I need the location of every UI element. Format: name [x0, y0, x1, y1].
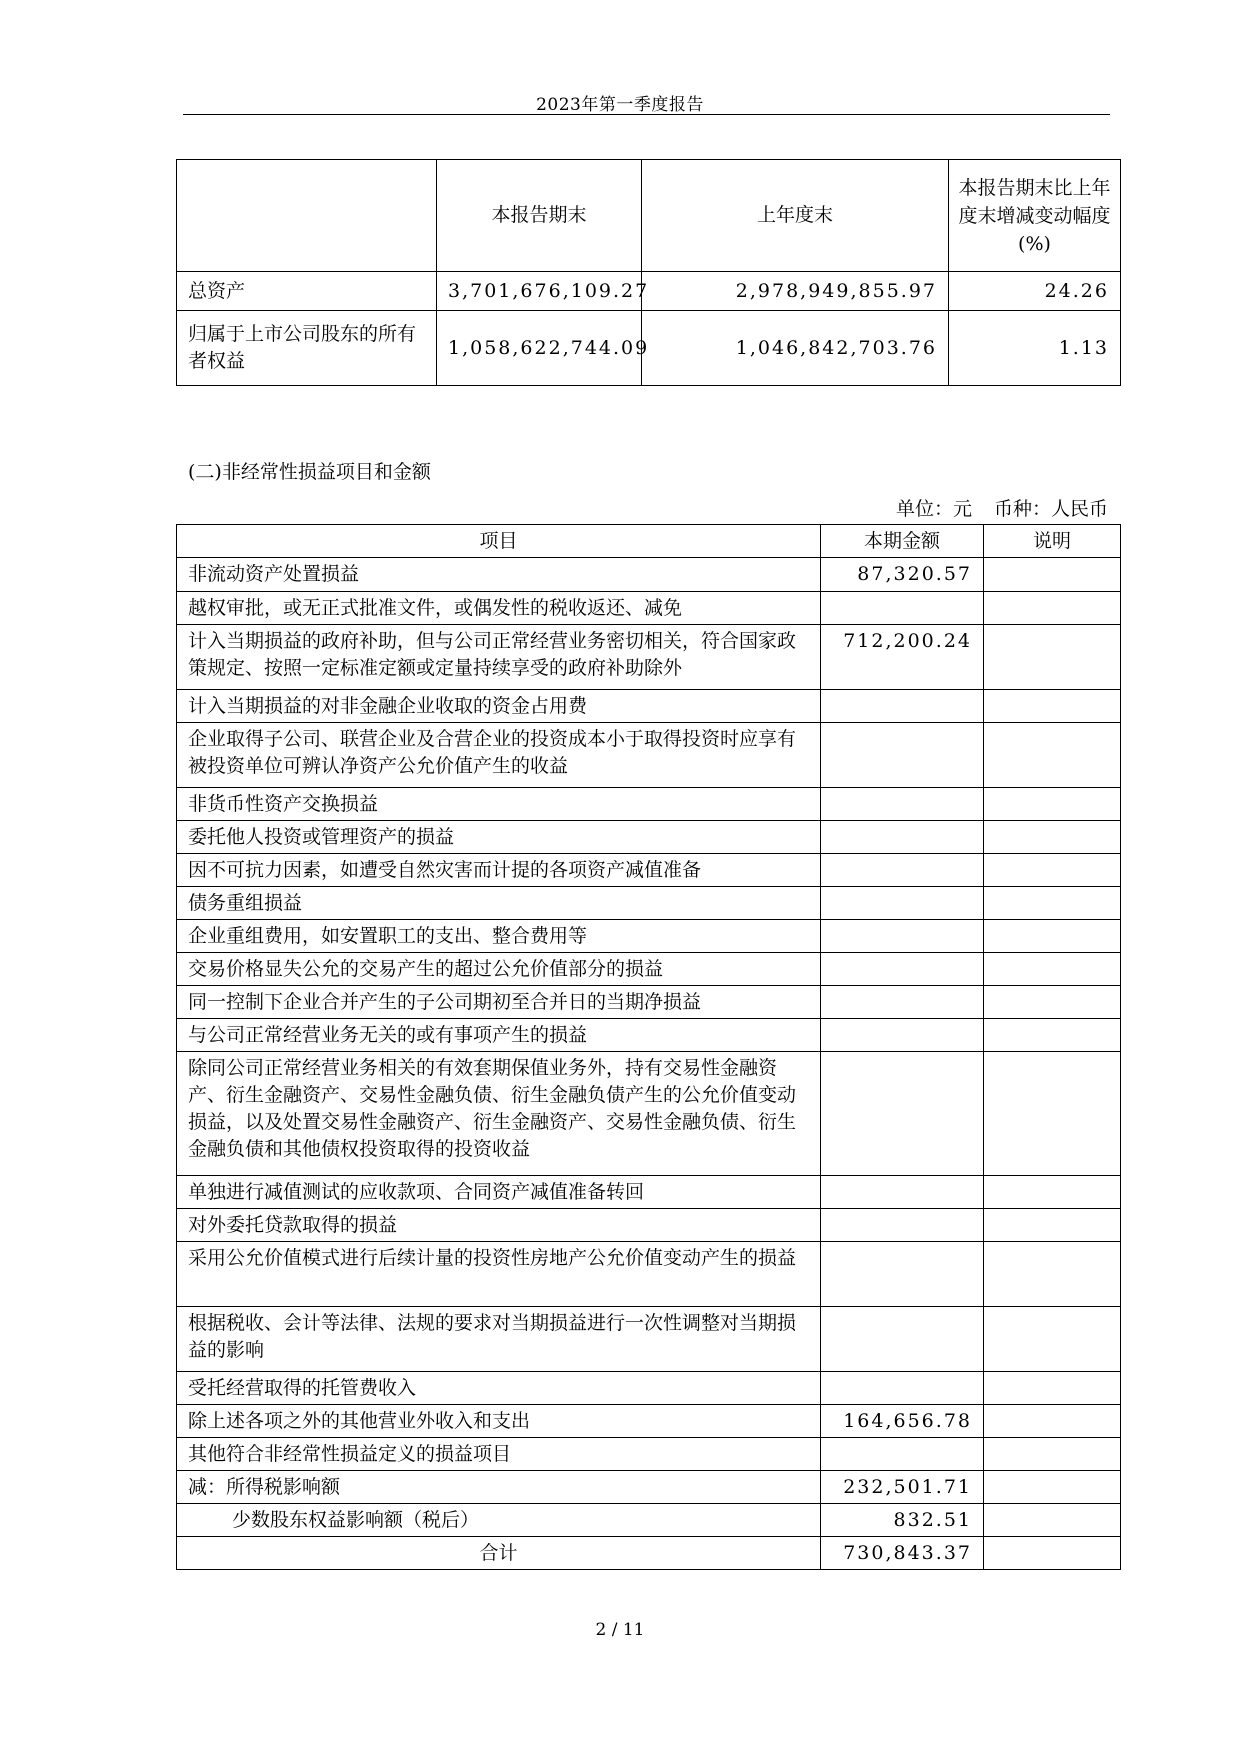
row-item: 交易价格显失公允的交易产生的超过公允价值部分的损益	[177, 953, 821, 986]
table-row	[177, 690, 1121, 723]
row-item: 其他符合非经常性损益定义的损益项目	[177, 1438, 821, 1471]
row-amount: 712,200.24	[821, 625, 984, 690]
row-amount	[821, 821, 984, 854]
header-cell-change: 本报告期末比上年度末增减变动幅度(%)	[949, 160, 1121, 272]
row-note	[984, 887, 1121, 920]
page-number: 2 / 11	[595, 1620, 645, 1640]
row-note	[984, 1405, 1121, 1438]
table-row	[177, 1052, 1121, 1176]
row-item: 越权审批，或无正式批准文件，或偶发性的税收返还、减免	[177, 592, 821, 625]
table-row	[177, 821, 1121, 854]
header-cell-note: 说明	[984, 525, 1121, 558]
row-amount	[821, 1307, 984, 1372]
currency-label: 币种：人民币	[993, 498, 1108, 520]
table-row	[177, 1019, 1121, 1052]
table-row	[177, 854, 1121, 887]
row-note	[984, 690, 1121, 723]
row-amount	[821, 1176, 984, 1209]
table-row	[177, 1405, 1121, 1438]
row-note	[984, 1052, 1121, 1176]
table-header-row	[177, 525, 1121, 558]
row-item: 非货币性资产交换损益	[177, 788, 821, 821]
row-item: 根据税收、会计等法律、法规的要求对当期损益进行一次性调整对当期损益的影响	[177, 1307, 821, 1372]
table-row	[177, 1209, 1121, 1242]
row-amount	[821, 920, 984, 953]
table-row	[177, 592, 1121, 625]
table-row	[177, 1537, 1121, 1570]
table-row	[177, 920, 1121, 953]
row-amount	[821, 592, 984, 625]
row-note	[984, 723, 1121, 788]
header-cell-amount: 本期金额	[821, 525, 984, 558]
row-amount	[821, 986, 984, 1019]
table-row	[177, 953, 1121, 986]
nonrecurring-gains-losses-table	[176, 524, 1121, 1570]
table-row	[177, 1307, 1121, 1372]
row-note	[984, 1471, 1121, 1504]
key-financial-summary-table	[176, 159, 1121, 386]
table-row	[177, 1176, 1121, 1209]
table-row	[177, 1242, 1121, 1307]
row-item: 合计	[177, 1537, 821, 1570]
row-item: 与公司正常经营业务无关的或有事项产生的损益	[177, 1019, 821, 1052]
row-item: 采用公允价值模式进行后续计量的投资性房地产公允价值变动产生的损益	[177, 1242, 821, 1307]
row-item: 债务重组损益	[177, 887, 821, 920]
table-row	[177, 272, 1121, 311]
row-amount	[821, 1438, 984, 1471]
row-note	[984, 953, 1121, 986]
table-row	[177, 986, 1121, 1019]
row-amount: 730,843.37	[821, 1537, 984, 1570]
row-item: 对外委托贷款取得的损益	[177, 1209, 821, 1242]
unit-line	[874, 494, 1108, 521]
row-note	[984, 1209, 1121, 1242]
row-note	[984, 788, 1121, 821]
row-note	[984, 821, 1121, 854]
header-cell-prior: 上年度末	[642, 160, 949, 272]
row-amount: 164,656.78	[821, 1405, 984, 1438]
row-note	[984, 558, 1121, 592]
header-rule	[183, 114, 1110, 115]
row-item: 计入当期损益的对非金融企业收取的资金占用费	[177, 690, 821, 723]
row-note	[984, 625, 1121, 690]
header-cell-item: 项目	[177, 525, 821, 558]
row-item: 总资产	[177, 272, 437, 311]
row-note	[984, 1438, 1121, 1471]
row-item: 受托经营取得的托管费收入	[177, 1372, 821, 1405]
header-cell-blank	[177, 160, 437, 272]
row-note	[984, 854, 1121, 887]
table-row	[177, 887, 1121, 920]
row-amount	[821, 788, 984, 821]
row-amount	[821, 690, 984, 723]
row-item: 除同公司正常经营业务相关的有效套期保值业务外，持有交易性金融资产、衍生金融资产、交易性金融负债、衍生金融负债产生的公允价值变动损益，以及处置交易性金融资产、衍生金融资产、交易性金融负债、衍生金融负债和其他债权投资取得的投资收益	[177, 1052, 821, 1176]
row-amount: 832.51	[821, 1504, 984, 1537]
row-item: 单独进行减值测试的应收款项、合同资产减值准备转回	[177, 1176, 821, 1209]
row-note	[984, 1372, 1121, 1405]
row-item: 企业重组费用，如安置职工的支出、整合费用等	[177, 920, 821, 953]
row-note	[984, 1242, 1121, 1307]
section-title: (二)非经常性损益项目和金额	[188, 461, 431, 483]
row-amount	[821, 887, 984, 920]
row-current: 1,058,622,744.09	[437, 311, 642, 386]
row-prior: 1,046,842,703.76	[642, 311, 949, 386]
header-cell-current: 本报告期末	[437, 160, 642, 272]
row-item: 减：所得税影响额	[177, 1471, 821, 1504]
unit-label: 单位：元	[895, 498, 972, 520]
row-prior: 2,978,949,855.97	[642, 272, 949, 311]
row-item: 委托他人投资或管理资产的损益	[177, 821, 821, 854]
row-amount	[821, 1019, 984, 1052]
row-amount: 232,501.71	[821, 1471, 984, 1504]
table-row	[177, 625, 1121, 690]
table-row	[177, 1438, 1121, 1471]
row-item: 除上述各项之外的其他营业外收入和支出	[177, 1405, 821, 1438]
table-row	[177, 311, 1121, 386]
row-item: 同一控制下企业合并产生的子公司期初至合并日的当期净损益	[177, 986, 821, 1019]
row-amount: 87,320.57	[821, 558, 984, 592]
table-row	[177, 1471, 1121, 1504]
row-item: 企业取得子公司、联营企业及合营企业的投资成本小于取得投资时应享有被投资单位可辨认净资产公允价值产生的收益	[177, 723, 821, 788]
row-note	[984, 1537, 1121, 1570]
row-amount	[821, 1052, 984, 1176]
table-row	[177, 558, 1121, 592]
row-amount	[821, 1372, 984, 1405]
row-note	[984, 1504, 1121, 1537]
table-row	[177, 723, 1121, 788]
row-note	[984, 1176, 1121, 1209]
row-note	[984, 1019, 1121, 1052]
table-header-row	[177, 160, 1121, 272]
row-note	[984, 986, 1121, 1019]
report-header-title: 2023年第一季度报告	[536, 95, 704, 115]
row-amount	[821, 854, 984, 887]
row-note	[984, 1307, 1121, 1372]
table-row	[177, 1372, 1121, 1405]
row-item: 计入当期损益的政府补助，但与公司正常经营业务密切相关，符合国家政策规定、按照一定标准定额或定量持续享受的政府补助除外	[177, 625, 821, 690]
row-note	[984, 920, 1121, 953]
row-amount	[821, 1242, 984, 1307]
row-item: 因不可抗力因素，如遭受自然灾害而计提的各项资产减值准备	[177, 854, 821, 887]
row-change: 24.26	[949, 272, 1121, 311]
row-item: 非流动资产处置损益	[177, 558, 821, 592]
row-amount	[821, 723, 984, 788]
row-note	[984, 592, 1121, 625]
table-row	[177, 788, 1121, 821]
row-item: 少数股东权益影响额（税后）	[177, 1504, 821, 1537]
row-amount	[821, 1209, 984, 1242]
row-current: 3,701,676,109.27	[437, 272, 642, 311]
row-amount	[821, 953, 984, 986]
row-change: 1.13	[949, 311, 1121, 386]
row-item: 归属于上市公司股东的所有者权益	[177, 311, 437, 386]
table-row	[177, 1504, 1121, 1537]
